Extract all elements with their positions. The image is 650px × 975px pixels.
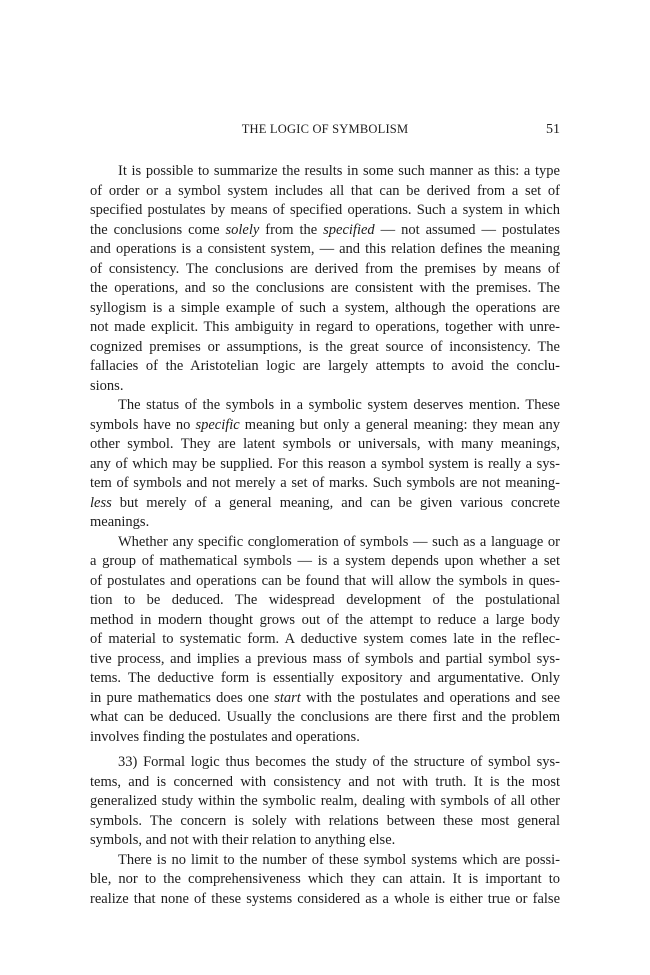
text-line: in pure mathematics does one start with the postulates and operations and see	[90, 689, 560, 706]
text-line: 33) Formal logic thus becomes the study of the structure of symbol sys-	[118, 754, 560, 770]
text-line: symbols have no specific meaning but only a general meaning: they mean any	[90, 416, 560, 433]
text-line: and operations is a consistent system, — and this relation defines the meaning	[90, 241, 560, 257]
text-line: Whether any specific conglomeration of symbols — such as a language or	[118, 533, 560, 550]
text-line: of material to systematic form. A deductive system comes late in the reflec-	[90, 631, 560, 647]
text-line: of order or a symbol system includes all that can be derived from a set of	[90, 182, 560, 199]
emphasis: solely	[225, 221, 260, 238]
text-line: There is no limit to the number of these symbol systems which are possi-	[118, 851, 560, 868]
text-line: ble, nor to the comprehensiveness which they can attain. It is important to	[90, 871, 560, 887]
text-line: tems. The deductive form is essentially expository and argumentative. Only	[90, 670, 560, 686]
text-line: tems, and is concerned with consistency and not with truth. It is the most	[90, 773, 560, 790]
text-line: not made explicit. This ambiguity in regard to operations, together with unre-	[90, 319, 560, 335]
text-line: what can be deduced. Usually the conclusions are there first and the problem	[90, 709, 560, 725]
paragraph	[90, 162, 560, 396]
text-line: involves finding the postulates and operations.	[90, 728, 360, 745]
text-line: of consistency. The conclusions are derived from the premises by means of	[90, 260, 560, 277]
text-line: tive process, and implies a previous mass of symbols and partial symbol sys-	[90, 650, 560, 667]
text-line: specified postulates by means of specified operations. Such a system in which	[90, 202, 560, 218]
text-line: tem of symbols and not merely a set of marks. Such symbols are not meaning-	[90, 475, 560, 491]
emphasis: start	[274, 689, 301, 706]
emphasis: specific	[195, 416, 240, 433]
paragraph	[90, 753, 560, 851]
text-line: less but merely of a general meaning, and can be given various concrete	[90, 494, 560, 511]
text-line: fallacies of the Aristotelian logic are largely attempts to avoid the conclu-	[90, 358, 560, 374]
text-line: the conclusions come solely from the specified — not assumed — postulates	[90, 221, 560, 238]
text-line: a group of mathematical symbols — is a system depends upon whether a set	[90, 553, 560, 569]
text-line: generalized study within the symbolic realm, dealing with symbols of all other	[90, 793, 560, 809]
text-line: method in modern thought grows out of the attempt to reduce a large body	[90, 611, 560, 628]
text-line: symbols. The concern is solely with relations between these most general	[90, 812, 560, 829]
text-line: any of which may be supplied. For this reason a symbol system is really a sys-	[90, 455, 560, 472]
emphasis: less	[90, 494, 112, 511]
text-line: sions.	[90, 377, 124, 394]
text-line: It is possible to summarize the results in some such manner as this: a type	[118, 163, 560, 179]
text-line: other symbol. They are latent symbols or universals, with many meanings,	[90, 436, 560, 452]
text-line: cognized premises or assumptions, is the great source of inconsistency. The	[90, 338, 560, 355]
running-title: THE LOGIC OF SYMBOLISM	[241, 122, 409, 136]
paragraph	[90, 533, 560, 748]
text-line: symbols, and not with their relation to anything else.	[90, 832, 396, 848]
body-text	[90, 162, 560, 909]
paragraph	[90, 396, 560, 533]
text-line: realize that none of these systems considered as a whole is either true or false	[90, 890, 560, 907]
text-line: meanings.	[90, 514, 150, 530]
text-line: the operations, and so the conclusions are consistent with the premises. The	[90, 280, 560, 296]
page-header	[90, 122, 560, 140]
text-line: The status of the symbols in a symbolic system deserves mention. These	[118, 397, 560, 413]
paragraph	[90, 851, 560, 910]
text-line: syllogism is a simple example of such a system, although the operations are	[90, 299, 560, 316]
text-line: tion to be deduced. The widespread development of the postulational	[90, 592, 560, 608]
page-number: 51	[546, 122, 560, 137]
emphasis: specified	[323, 221, 375, 238]
text-line: of postulates and operations can be found that will allow the symbols in ques-	[90, 572, 560, 589]
